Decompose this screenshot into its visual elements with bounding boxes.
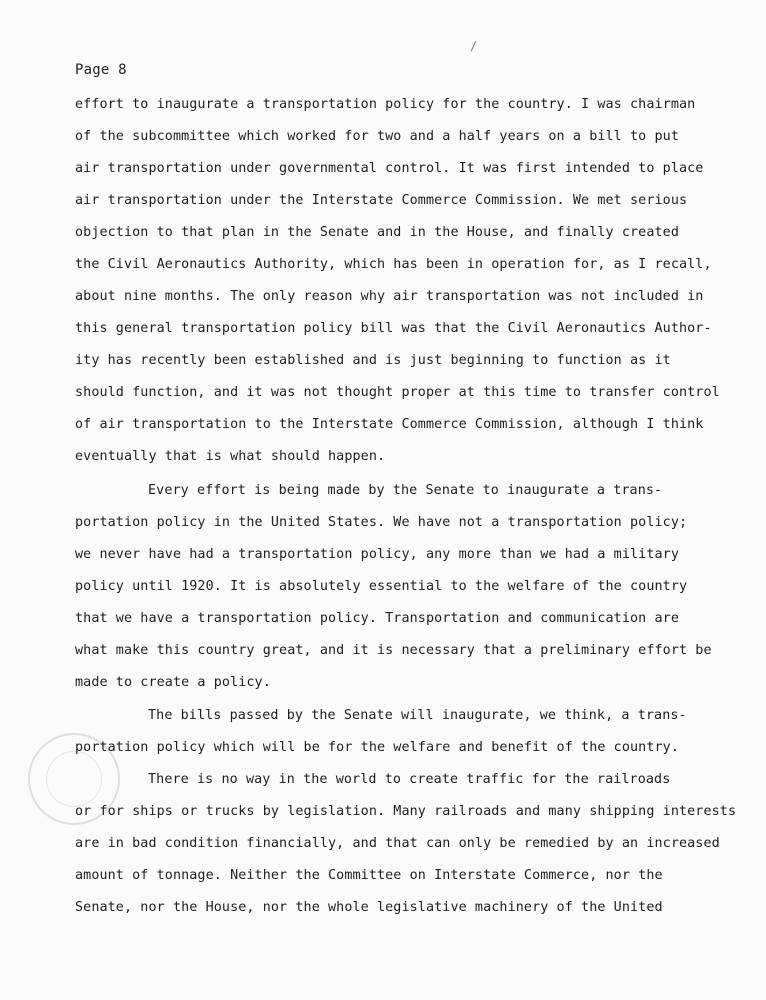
text-line: this general transportation policy bill was that the Civil Aeronautics Author-: [75, 321, 712, 336]
text-line: of air transportation to the Interstate Commerce Commission, although I think: [75, 417, 704, 432]
text-line: or for ships or trucks by legislation. Many railroads and many shipping interests: [75, 804, 737, 819]
text-line: of the subcommittee which worked for two and a half years on a bill to put: [75, 129, 679, 144]
page-speck: /: [470, 39, 478, 53]
text-line: the Civil Aeronautics Authority, which has been in operation for, as I recall,: [75, 257, 712, 272]
text-line: objection to that plan in the Senate and in the House, and finally created: [75, 225, 679, 240]
text-line: The bills passed by the Senate will inaugurate, we think, a trans-: [148, 708, 687, 723]
text-line: effort to inaugurate a transportation policy for the country. I was chairman: [75, 97, 696, 112]
page-number: Page 8: [75, 62, 127, 78]
text-line: air transportation under governmental control. It was first intended to place: [75, 161, 704, 176]
text-line: are in bad condition financially, and that can only be remedied by an increased: [75, 836, 720, 851]
text-line: ity has recently been established and is just beginning to function as it: [75, 353, 671, 368]
text-line: should function, and it was not thought proper at this time to transfer control: [75, 385, 720, 400]
text-line: policy until 1920. It is absolutely essential to the welfare of the country: [75, 579, 688, 594]
text-line: air transportation under the Interstate Commerce Commission. We met serious: [75, 193, 688, 208]
text-line: we never have had a transportation policy, any more than we had a military: [75, 547, 679, 562]
text-line: that we have a transportation policy. Transportation and communication are: [75, 611, 679, 626]
text-line: portation policy in the United States. We have not a transportation policy;: [75, 515, 688, 530]
text-line: eventually that is what should happen.: [75, 449, 386, 464]
text-line: There is no way in the world to create traffic for the railroads: [148, 772, 671, 787]
text-line: made to create a policy.: [75, 675, 271, 690]
text-line: what make this country great, and it is necessary that a preliminary effort be: [75, 643, 712, 658]
text-line: portation policy which will be for the welfare and benefit of the country.: [75, 740, 679, 755]
text-line: Senate, nor the House, nor the whole legislative machinery of the United: [75, 900, 663, 915]
text-line: Every effort is being made by the Senate to inaugurate a trans-: [148, 483, 663, 498]
text-line: amount of tonnage. Neither the Committee on Interstate Commerce, nor the: [75, 868, 663, 883]
text-line: about nine months. The only reason why air transportation was not included in: [75, 289, 704, 304]
